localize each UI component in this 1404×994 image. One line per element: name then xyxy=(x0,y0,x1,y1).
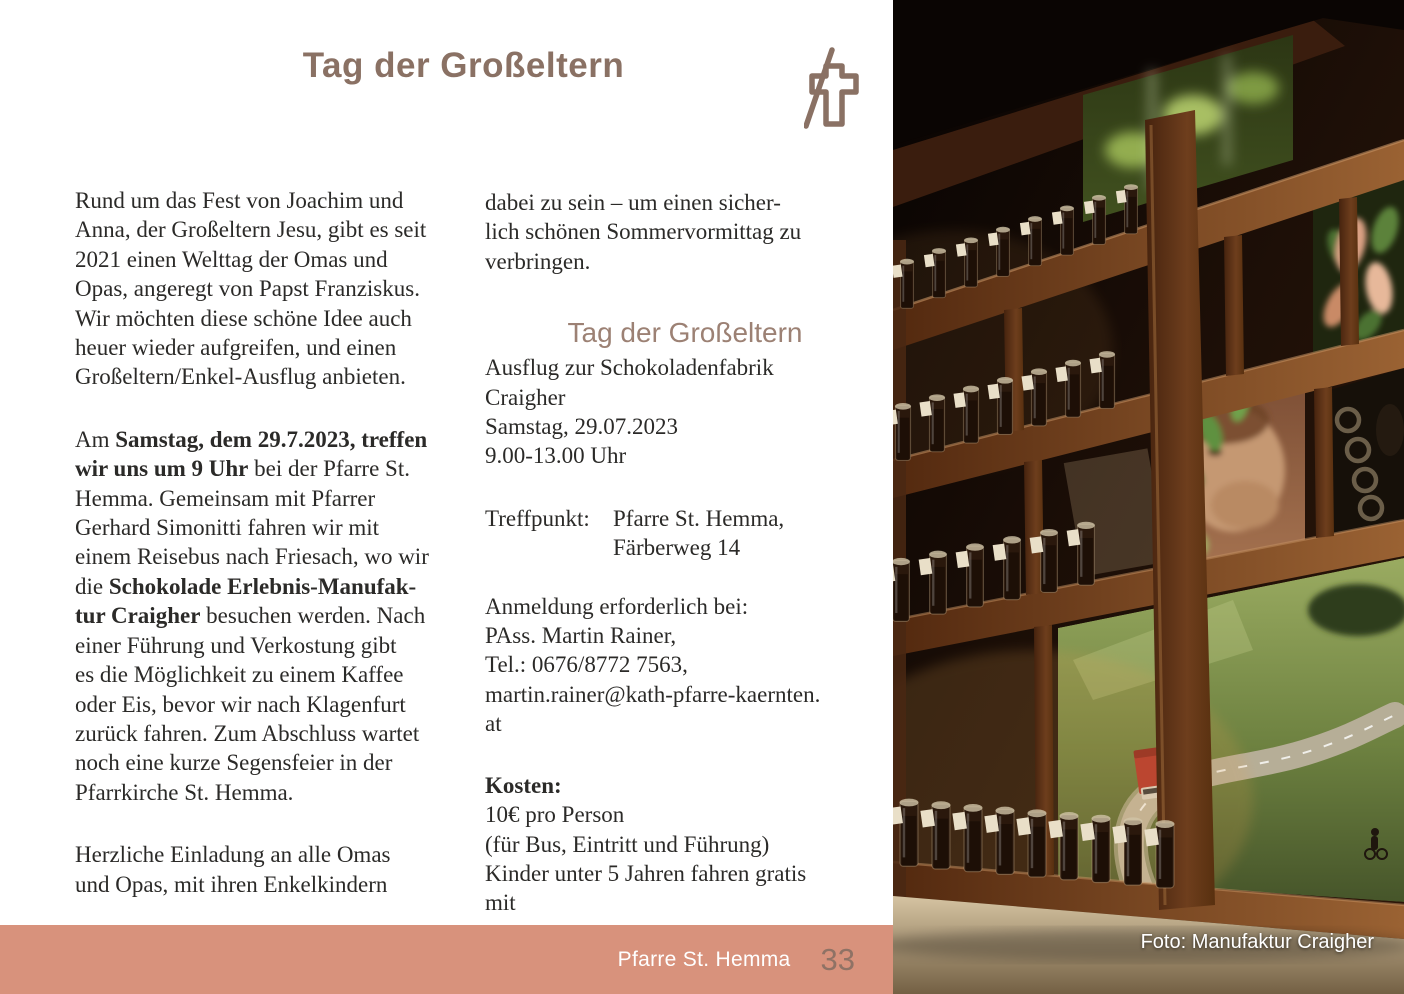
photo-caption: Foto: Manufaktur Craigher xyxy=(1140,931,1374,953)
meeting-point-label: Treffpunkt: xyxy=(485,505,590,531)
page-footer-bar xyxy=(0,925,893,994)
number-four-cross-icon xyxy=(804,46,864,134)
event-details xyxy=(485,353,885,562)
registration-contact: Anmeldung erforderlich bei: PAss. Martin Rainer, Tel.: 0676/8772 7563, martin.rainer@kath-pfarre-kaernten. at xyxy=(485,593,821,737)
paragraph-program: Am Samstag, dem 29.7.2023, treffen wir uns um 9 Uhr bei der Pfarre St. Hemma. Gemeinsam mit Pfarrer Gerhard Simonitti fahren wir mit einem Reisebus nach Friesach, wo wir die Schokolade Erlebnis-Manufak- tur Craigher besuchen werden. Nach einer Führung und Verkostung gibt es die Möglichkeit zu einem Kaffee oder Eis, bevor wir nach Klagenfurt zurück fahren. Zum Abschluss wartet noch eine kurze Segensfeier in der Pfarrkirche St. Hemma. xyxy=(75,426,429,805)
meeting-point-row xyxy=(485,504,885,563)
article-column-right xyxy=(485,188,885,918)
article-column-left xyxy=(75,186,485,932)
footer-parish-name: Pfarre St. Hemma xyxy=(617,947,791,971)
page-title: Tag der Großeltern xyxy=(302,46,625,85)
page-number: 33 xyxy=(820,941,855,977)
paragraph-invitation: Herzliche Einladung an alle Omas und Opas, mit ihren Enkelkindern xyxy=(75,842,391,897)
event-subheading: Tag der Großeltern xyxy=(567,317,803,349)
paragraph-history: Rund um das Fest von Joachim und Anna, der Großeltern Jesu, gibt es seit 2021 einen Welttag der Omas und Opas, angeregt von Papst Franziskus. Wir möchten diese schöne Idee auch heuer wieder aufgreifen, und einen Großeltern/Enkel-Ausflug anbieten. xyxy=(75,188,427,390)
factory-photo xyxy=(893,0,1404,994)
paragraph-intro-continuation: dabei zu sein – um einen sicher- lich schönen Sommervormittag zu verbringen. xyxy=(485,190,802,274)
event-lines: Ausflug zur Schokoladenfabrik Craigher Samstag, 29.07.2023 9.00-13.00 Uhr xyxy=(485,355,774,469)
costs-info: Kosten: 10€ pro Person (für Bus, Eintritt und Führung) Kinder unter 5 Jahren fahren gratis mit xyxy=(485,772,807,916)
factory-photo-illustration xyxy=(893,0,1404,994)
meeting-point-value: Pfarre St. Hemma, Färberweg 14 xyxy=(613,505,785,561)
